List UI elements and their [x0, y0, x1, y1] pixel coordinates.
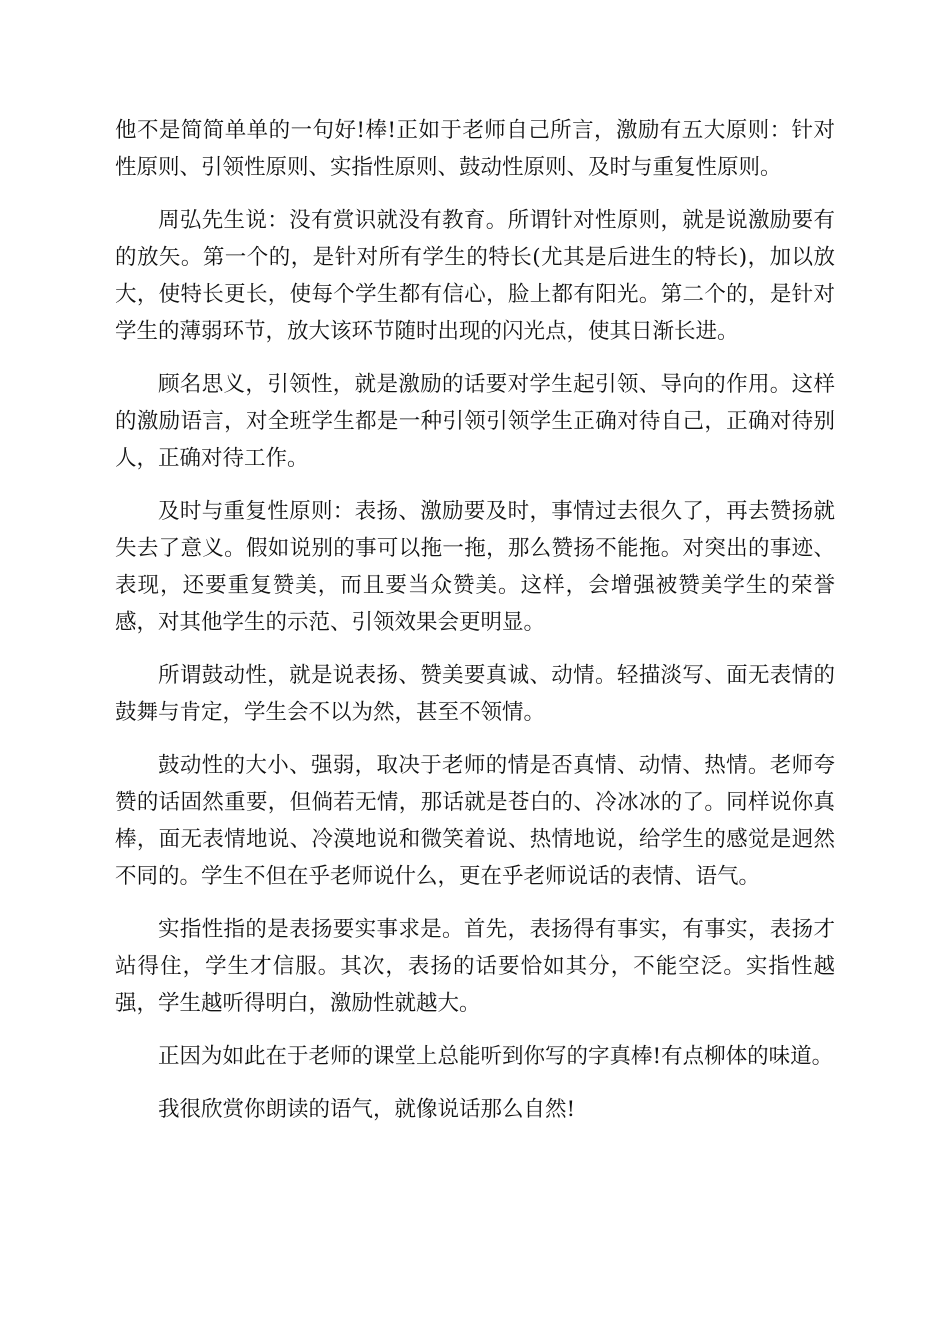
paragraph-2: 周弘先生说：没有赏识就没有教育。所谓针对性原则，就是说激励要有的放矢。第一个的，是针对所有学生的特长(尤其是后进生的特长)，加以放大，使特长更长，使每个学生都有信心，脸上都有阳光。第二个的，是针对学生的薄弱环节，放大该环节随时出现的闪光点，使其日渐长进。 [115, 208, 835, 344]
document-body [115, 112, 835, 1144]
paragraph-1: 他不是简简单单的一句好!棒!正如于老师自己所言，激励有五大原则：针对性原则、引领性原则、实指性原则、鼓动性原则、及时与重复性原则。 [115, 118, 835, 180]
paragraph-7: 实指性指的是表扬要实事求是。首先，表扬得有事实，有事实，表扬才站得住，学生才信服。其次，表扬的话要恰如其分，不能空泛。实指性越强，学生越听得明白，激励性就越大。 [115, 917, 835, 1016]
paragraph-4: 及时与重复性原则：表扬、激励要及时，事情过去很久了，再去赞扬就失去了意义。假如说别的事可以拖一拖，那么赞扬不能拖。对突出的事迹、表现，还要重复赞美，而且要当众赞美。这样，会增强被赞美学生的荣誉感，对其他学生的示范、引领效果会更明显。 [115, 499, 835, 635]
paragraph-5: 所谓鼓动性，就是说表扬、赞美要真诚、动情。轻描淡写、面无表情的鼓舞与肯定，学生会不以为然，甚至不领情。 [115, 663, 835, 725]
paragraph-8: 正因为如此在于老师的课堂上总能听到你写的字真棒!有点柳体的味道。 [158, 1044, 834, 1069]
paragraph-9: 我很欣赏你朗读的语气，就像说话那么自然! [158, 1097, 576, 1122]
paragraph-3: 顾名思义，引领性，就是激励的话要对学生起引领、导向的作用。这样的激励语言，对全班学生都是一种引领引领学生正确对待自己，正确对待别人，正确对待工作。 [115, 372, 835, 471]
paragraph-6: 鼓动性的大小、强弱，取决于老师的情是否真情、动情、热情。老师夸赞的话固然重要，但倘若无情，那话就是苍白的、冷冰冰的了。同样说你真棒，面无表情地说、冷漠地说和微笑着说、热情地说，给学生的感觉是迥然不同的。学生不但在乎老师说什么，更在乎老师说话的表情、语气。 [115, 753, 835, 889]
